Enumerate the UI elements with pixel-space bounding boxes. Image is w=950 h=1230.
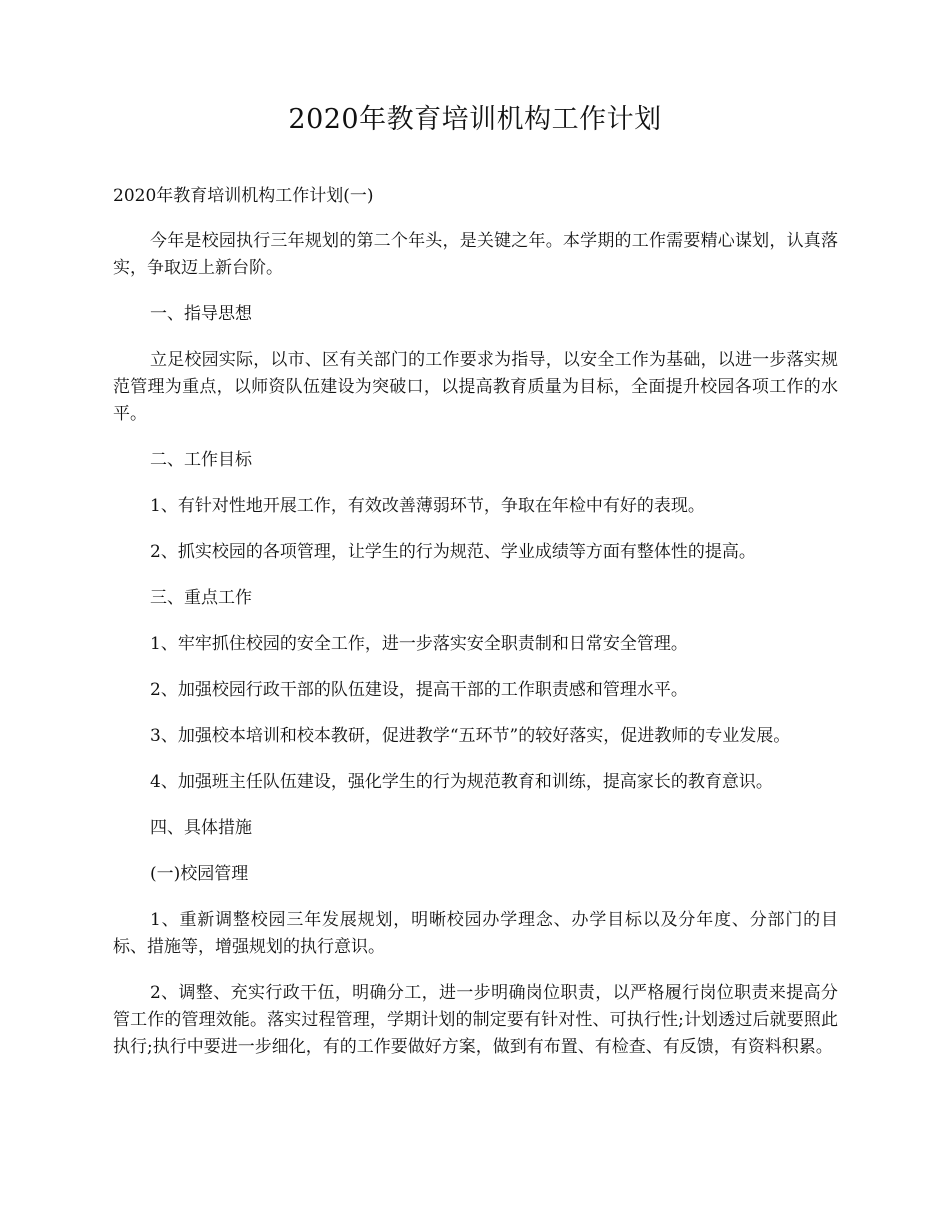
work-goal-item: 1、有针对性地开展工作，有效改善薄弱环节，争取在年检中有好的表现。 <box>150 496 705 516</box>
document-body <box>113 228 838 1080</box>
measure-item: 1、重新调整校园三年发展规划，明晰校园办学理念、办学目标以及分年度、分部门的目标、措施等，增强规划的执行意识。 <box>113 910 838 957</box>
guiding-ideology-paragraph: 立足校园实际，以市、区有关部门的工作要求为指导，以安全工作为基础，以进一步落实规范管理为重点，以师资队伍建设为突破口，以提高教育质量为目标，全面提升校园各项工作的水平。 <box>113 350 838 424</box>
key-work-item: 3、加强校本培训和校本教研，促进教学“五环节”的较好落实，促进教师的专业发展。 <box>150 726 791 746</box>
key-work-item: 4、加强班主任队伍建设，强化学生的行为规范教育和训练，提高家长的教育意识。 <box>150 772 773 792</box>
intro-paragraph: 今年是校园执行三年规划的第二个年头，是关键之年。本学期的工作需要精心谋划，认真落实，争取迈上新台阶。 <box>113 231 838 278</box>
section-heading-work-goals: 二、工作目标 <box>150 450 252 470</box>
section-heading-guiding-ideology: 一、指导思想 <box>150 304 252 324</box>
key-work-item: 1、牢牢抓住校园的安全工作，进一步落实安全职责制和日常安全管理。 <box>150 634 688 654</box>
section-heading-measures: 四、具体措施 <box>150 818 252 838</box>
measure-item: 2、调整、充实行政干伍，明确分工，进一步明确岗位职责，以严格履行岗位职责来提高分管工作的管理效能。落实过程管理，学期计划的制定要有针对性、可执行性;计划透过后就要照此执行;执行中要进一步细化，有的工作要做好方案，做到有布置、有检查、有反馈，有资料积累。 <box>113 983 838 1057</box>
section-heading-key-work: 三、重点工作 <box>150 588 252 608</box>
document-subtitle: 2020年教育培训机构工作计划(一) <box>113 186 374 206</box>
subsection-heading-campus-management: (一)校园管理 <box>150 864 249 884</box>
work-goal-item: 2、抓实校园的各项管理，让学生的行为规范、学业成绩等方面有整体性的提高。 <box>150 542 756 562</box>
document-title: 2020年教育培训机构工作计划 <box>288 104 662 135</box>
key-work-item: 2、加强校园行政干部的队伍建设，提高干部的工作职责感和管理水平。 <box>150 680 688 700</box>
